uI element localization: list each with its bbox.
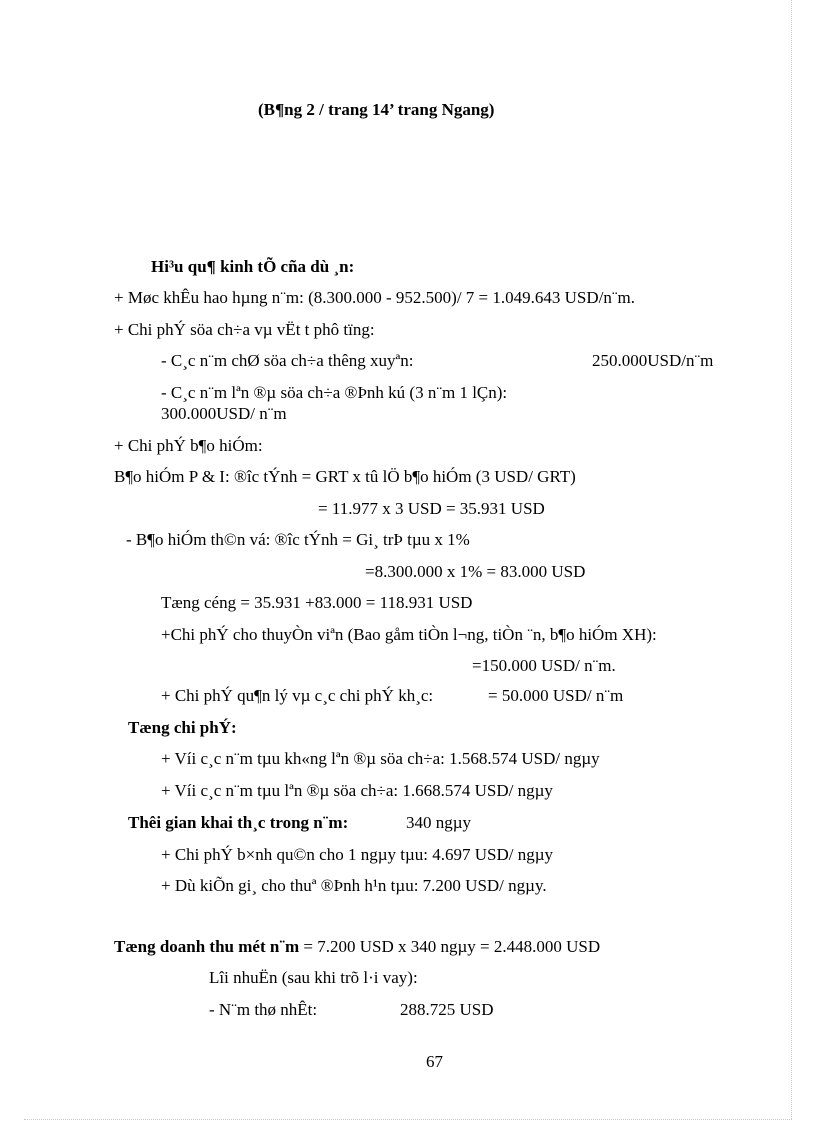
repair-cost-label: + Chi phÝ söa ch÷a vµ vËt t phô tïng: [114,320,375,339]
profit-year1-value: 288.725 USD [400,1000,494,1019]
management-cost-label: + Chi phÝ qu¶n lý vµ c¸c chi phÝ kh¸c: [161,686,434,705]
hull-insurance-result: =8.300.000 x 1% = 83.000 USD [365,562,586,581]
revenue-line [114,937,600,957]
insurance-label: + Chi phÝ b¶o hiÓm: [114,436,263,455]
revenue-title: Tæng doanh thu mét n¨m [114,937,300,956]
total-cost-with-repair: + Víi c¸c n¨m tµu lªn ®µ söa ch÷a: 1.668.574 USD/ ngµy [161,781,553,800]
operation-time-title: Thêi gian khai th¸c trong n¨m: [128,813,349,832]
management-cost-value: = 50.000 USD/ n¨m [488,686,624,705]
pi-insurance-line: B¶o hiÓm P & I: ®îc tÝnh = GRT x tû lÖ b¶o hiÓm (3 USD/ GRT) [114,467,576,486]
insurance-total: Tæng céng = 35.931 +83.000 = 118.931 USD [161,593,473,612]
crew-cost-line: +Chi phÝ cho thuyÒn viªn (Bao gåm tiÒn l¬ng, tiÒn ¨n, b¶o hiÓm XH): [161,625,657,644]
regular-repair-value: 250.000USD/n¨m [592,351,714,370]
profit-label: Lîi nhuËn (sau khi trõ l·i vay): [209,968,418,987]
pi-insurance-result: = 11.977 x 3 USD = 35.931 USD [318,499,545,518]
regular-repair-label: - C¸c n¨m chØ söa ch÷a thêng xuyªn: [161,351,414,370]
section-title: Hi³u qu¶ kinh tÕ cña dù ¸n: [151,257,355,276]
revenue-formula: = 7.200 USD x 340 ngµy = 2.448.000 USD [299,937,601,956]
hull-insurance-line: - B¶o hiÓm th©n vá: ®îc tÝnh = Gi¸ trÞ tµu x 1% [126,530,470,549]
profit-year1-label: - N¨m thø nhÊt: [209,1000,318,1019]
operation-days: 340 ngµy [406,813,472,832]
major-repair-value: 300.000USD/ n¨m [161,404,287,423]
page-border-right [791,0,792,1119]
total-cost-no-repair: + Víi c¸c n¨m tµu kh«ng lªn ®µ söa ch÷a: 1.568.574 USD/ ngµy [161,749,600,768]
major-repair-line: - C¸c n¨m lªn ®µ söa ch÷a ®Þnh kú (3 n¨m 1 lÇn): [161,383,508,402]
depreciation-line: + Møc khÊu hao hµng n¨m: (8.300.000 - 952.500)/ 7 = 1.049.643 USD/n¨m. [114,288,635,307]
average-daily-cost: + Chi phÝ b×nh qu©n cho 1 ngµy tµu: 4.697 USD/ ngµy [161,845,554,864]
crew-cost-value: =150.000 USD/ n¨m. [472,656,616,675]
page-number: 67 [426,1052,443,1071]
total-cost-title: Tæng chi phÝ: [128,718,237,737]
charter-price: + Dù kiÕn gi¸ cho thuª ®Þnh h¹n tµu: 7.200 USD/ ngµy. [161,876,547,895]
page-border-bottom [24,1119,792,1120]
page-header: (B¶ng 2 / trang 14’ trang Ngang) [258,100,495,119]
